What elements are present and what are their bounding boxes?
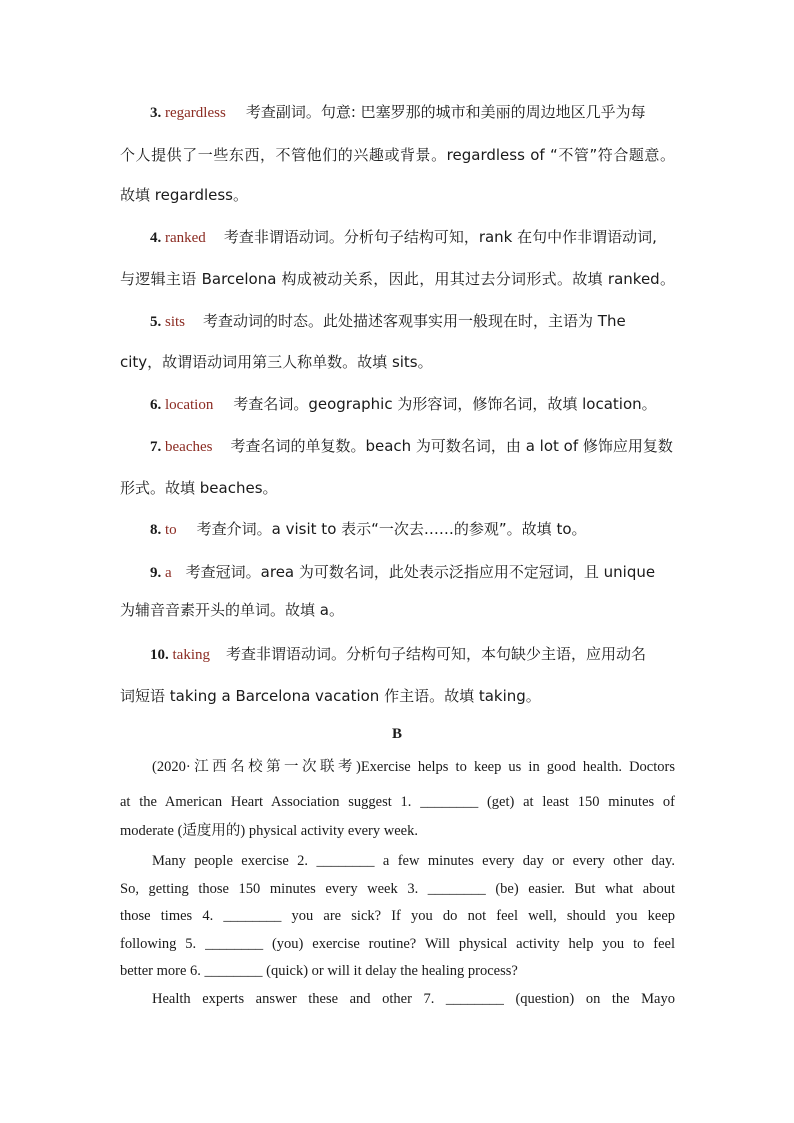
answer-word: to — [165, 522, 177, 538]
passage-line: at the American Heart Association suggest 1. ________ (get) at least 150 minutes of — [120, 794, 675, 810]
explanation-line: 故填 regardless。 — [120, 186, 248, 204]
answer-word: taking — [172, 647, 210, 663]
answer-number: 4. — [150, 230, 162, 246]
passage-line: better more 6. ________ (quick) or will it delay the healing process? — [120, 963, 518, 979]
explanation-line: 考查非谓语动词。分析句子结构可知，rank 在句中作非谓语动词, — [223, 228, 657, 246]
answer-10 — [120, 644, 675, 665]
explanation-line: 考查副词。句意: 巴塞罗那的城市和美丽的周边地区几乎为每 — [245, 103, 646, 121]
passage-line: So, getting those 150 minutes every week 3. ________ (be) easier. But what about — [120, 881, 675, 897]
answer-5 — [120, 311, 675, 332]
explanation-line: 考查冠词。area 为可数名词，此处表示泛指应用不定冠词，且 unique — [185, 563, 656, 581]
explanation-line: 词短语 taking a Barcelona vacation 作主语。故填 taking。 — [120, 687, 541, 705]
answer-7 — [120, 436, 675, 457]
explanation-line: 考查介词。a visit to 表示“一次去……的参观”。故填 to。 — [196, 520, 587, 538]
explanation-line: 个人提供了一些东西，不管他们的兴趣或背景。regardless of “不管”符合题意。 — [120, 146, 675, 164]
explanation-line: city，故谓语动词用第三人称单数。故填 sits。 — [120, 353, 433, 371]
explanation-line: 考查名词的单复数。beach 为可数名词，由 a lot of 修饰应用复数 — [230, 437, 673, 455]
passage-line: moderate (适度用的) physical activity every week. — [120, 823, 418, 839]
answer-4 — [120, 227, 675, 248]
answer-word: regardless — [165, 105, 226, 121]
answer-number: 10. — [150, 647, 169, 663]
explanation-line: 考查动词的时态。此处描述客观事实用一般现在时，主语为 The — [203, 312, 626, 330]
answer-word: sits — [165, 314, 186, 330]
explanation-line: 为辅音音素开头的单词。故填 a。 — [120, 601, 344, 619]
answer-6 — [120, 394, 675, 415]
answer-8 — [120, 519, 675, 540]
answer-3 — [120, 102, 675, 123]
answer-word: ranked — [165, 230, 206, 246]
answer-number: 9. — [150, 565, 162, 581]
answer-word: location — [165, 397, 214, 413]
passage-line: Many people exercise 2. ________ a few minutes every day or every other day. — [152, 853, 675, 869]
answer-number: 7. — [150, 439, 162, 455]
answer-word: a — [165, 565, 172, 581]
passage-line: Health experts answer these and other 7. ________ (question) on the Mayo — [152, 991, 675, 1007]
answer-number: 3. — [150, 105, 162, 121]
answer-9 — [120, 562, 675, 583]
answer-number: 6. — [150, 397, 162, 413]
answer-word: beaches — [165, 439, 213, 455]
answer-number: 5. — [150, 314, 162, 330]
explanation-line: 考查名词。geographic 为形容词，修饰名词，故填 location。 — [233, 395, 657, 413]
section-title: B — [391, 726, 402, 742]
explanation-line: 考查非谓语动词。分析句子结构可知，本句缺少主语，应用动名 — [226, 645, 647, 663]
answer-number: 8. — [150, 522, 162, 538]
passage-line: those times 4. ________ you are sick? If you do not feel well, should you keep — [120, 908, 675, 924]
passage-line: following 5. ________ (you) exercise routine? Will physical activity help you to feel — [120, 936, 675, 952]
explanation-line: 形式。故填 beaches。 — [120, 479, 278, 497]
passage-line: (2020·江西名校第一次联考)Exercise helps to keep us in good health. Doctors — [152, 759, 675, 775]
explanation-line: 与逻辑主语 Barcelona 构成被动关系，因此，用其过去分词形式。故填 ranked。 — [120, 270, 675, 288]
